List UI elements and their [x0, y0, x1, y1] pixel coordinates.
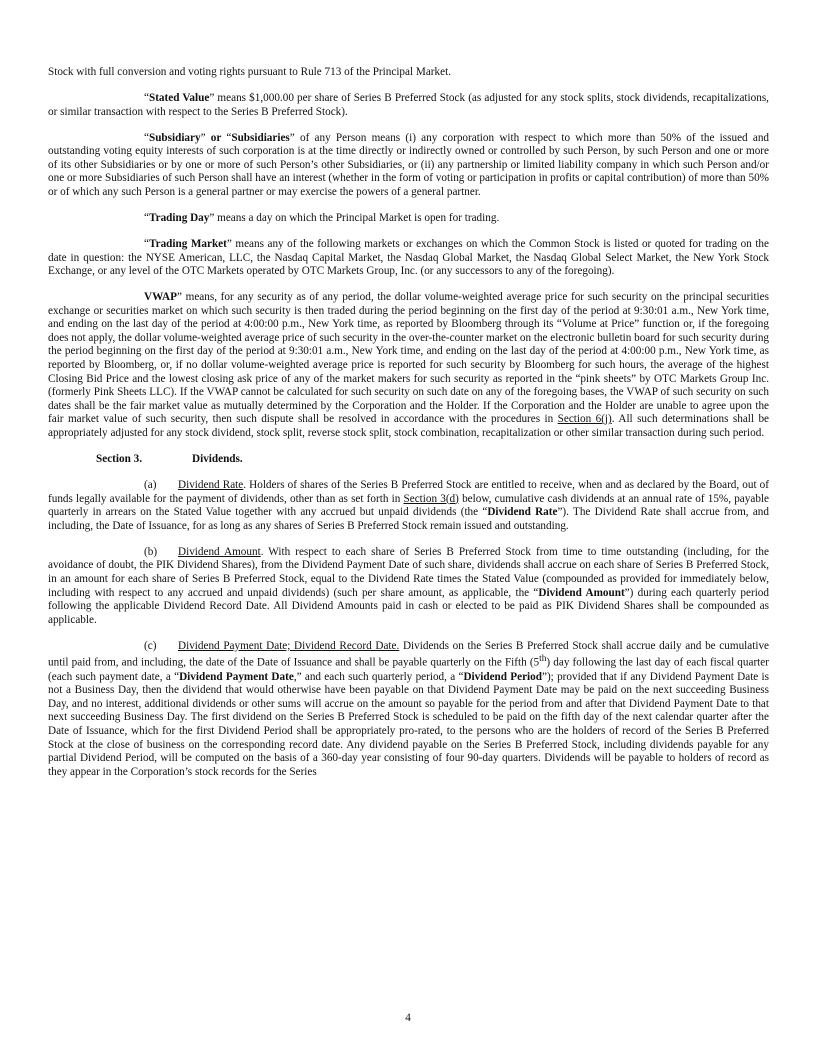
definition-trading-day: “Trading Day” means a day on which the Principal Market is open for trading. [144, 211, 500, 224]
paragraph-dividend-amount: (b) Dividend Amount. With respect to each share of Series B Preferred Stock from time to time outstanding (including, for the avoidance of doubt, the PIK Dividend Shares), from the Dividend Payment Date of such share, dividends shall accrue on each share of Series B Preferred Stock, in an amount for each share of Series B Preferred Stock, equal to the Dividend Rate times the Stated Value (compounded as provided for immediately below, including with respect to any accrued and unpaid dividends) (such per share amount, as applicable, the “Dividend Amount”) during each quarterly period following the applicable Dividend Record Date. All Dividend Amounts paid in cash or elected to be paid as PIK Dividend Shares shall be compounded as applicable. [48, 545, 769, 626]
definition-subsidiary: “Subsidiary” or “Subsidiaries” of any Person means (i) any corporation with respect to which more than 50% of the issued and outstanding voting equity interests of such corporation is at the time directly or indirectly owned or controlled by such Person, by such Person and one or more of its other Subsidiaries or by one or more of such Person’s other Subsidiaries, or (ii) any partnership or limited liability company in which such Person and/or one or more Subsidiaries of such Person shall have an interest (whether in the form of voting or participation in profits or capital contribution) of more than 50% or of which any such Person is a general partner or may exercise the powers of a general partner. [48, 131, 770, 198]
defined-term: Dividend Amount [538, 586, 625, 599]
defined-term: Dividend Rate [487, 506, 558, 519]
paragraph-heading: Dividend Payment Date; Dividend Record Date. [178, 639, 400, 652]
defined-term: VWAP [144, 291, 177, 304]
ordinal-superscript: th [539, 654, 547, 665]
intro-paragraph: Stock with full conversion and voting rights pursuant to Rule 713 of the Principal Market. [48, 66, 452, 78]
paragraph-dividend-payment-date: (c) Dividend Payment Date; Dividend Record Date. Dividends on the Series B Preferred Stock shall accrue daily and be cumulative until paid from, and including, the date of the Date of Issuance and shall be payable quarterly on the Fifth (5th) day following the last day of each fiscal quarter (each such payment date, a “Dividend Payment Date,” and each such quarterly period, a “Dividend Period”); provided that if any Dividend Payment Date is not a Business Day, then the dividend that would otherwise have been payable on that Dividend Payment Date may be paid on the next succeeding Business Day, and no interest, additional dividends or other sums will accrue on the amount so payable for the period from and after that Dividend Payment Date to that next succeeding Business Day. The first dividend on the Series B Preferred Stock is scheduled to be paid on the fifth day of the next calendar quarter after the Date of Issuance, which for the first Dividend Period shall be appropriately pro-rated, to the persons who are the holders of record of the Series B Preferred Stock at the close of business on the corresponding record date. Any dividend payable on the Series B Preferred Stock, including dividends payable for any partial Dividend Period, will be computed on the basis of a 360-day year consisting of four 90-day quarters. Dividends will be payable to holders of record as they appear in the Corporation’s stock records for the Series [48, 639, 770, 778]
section-reference-link[interactable]: Section 6(j) [557, 413, 612, 426]
paragraph-label: (b) [144, 545, 158, 558]
definition-stated-value: “Stated Value” means $1,000.00 per share of Series B Preferred Stock (as adjusted for any stock splits, stock dividends, recapitalizations, or similar transaction with respect to the Series B Preferred Stock). [48, 91, 769, 118]
page-number: 4 [405, 1012, 411, 1024]
definition-vwap: VWAP” means, for any security as of any period, the dollar volume-weighted average price for such security on the principal securities exchange or securities market on which such security is then traded during the period beginning on the first day of the period at 9:30:01 a.m., New York time, and ending on the last day of the period at 4:00:00 p.m., New York time, as reported by Bloomberg through its “Volume at Price” function or, if the foregoing does not apply, the dollar volume-weighted average price of such security in the over-the-counter market on the electronic bulletin board for such security during the period beginning on the first day of the period at 9:30:01 a.m., New York time, and ending on the last day of the period at 4:00:00 p.m., New York time, as reported by Bloomberg, or, if no dollar volume-weighted average price is reported for such security by Bloomberg for such hours, the average of the highest Closing Bid Price and the lowest closing ask price of any of the market makers for such security as reported in the “pink sheets” by OTC Markets Group Inc. (formerly Pink Sheets LLC). If the VWAP cannot be calculated for such security on such date on any of the foregoing bases, the VWAP of such security on such dates shall be the fair market value as mutually determined by the Corporation and the Holder. If the Corporation and the Holder are unable to agree upon the fair market value of such security, then such dispute shall be resolved in accordance with the procedures in Section 6(j). All such determinations shall be appropriately adjusted for any stock dividend, stock split, reverse stock split, stock combination, recapitalization or other similar transaction during such period. [48, 291, 770, 440]
defined-term: Dividend Payment Date [179, 670, 294, 683]
section-title: Dividends. [192, 453, 243, 465]
paragraph-label: (c) [144, 639, 157, 652]
paragraph-heading: Dividend Amount [178, 545, 261, 558]
defined-term: Subsidiary [148, 131, 201, 144]
defined-term: Trading Market [148, 237, 227, 250]
paragraph-heading: Dividend Rate [178, 478, 244, 491]
defined-term: Stated Value [148, 91, 210, 104]
section-heading [48, 453, 769, 467]
section-reference-link[interactable]: Section 3(d) [403, 492, 459, 505]
paragraph-dividend-rate: (a) Dividend Rate. Holders of shares of the Series B Preferred Stock are entitled to receive, when and as declared by the Board, out of funds legally available for the payment of dividends, other than as set forth in Section 3(d) below, cumulative cash dividends at an annual rate of 15%, payable quarterly in arrears on the Stated Value together with any accrued but unpaid dividends (the “Dividend Rate”). The Dividend Rate shall accrue from, and including, the Date of Issuance, for as long as any shares of Series B Preferred Stock remain issued and outstanding. [48, 478, 770, 532]
defined-term: Subsidiaries [231, 131, 290, 144]
defined-term: Trading Day [148, 211, 210, 224]
paragraph-label: (a) [144, 478, 157, 491]
defined-term: Dividend Period [463, 670, 542, 683]
section-number: Section 3. [96, 453, 142, 465]
definition-trading-market: “Trading Market” means any of the following markets or exchanges on which the Common Stock is listed or quoted for trading on the date in question: the NYSE American, LLC, the Nasdaq Capital Market, the Nasdaq Global Market, the Nasdaq Global Select Market, the New York Stock Exchange, or any level of the OTC Markets operated by OTC Markets Group, Inc. (or any successors to any of the foregoing). [48, 237, 769, 278]
